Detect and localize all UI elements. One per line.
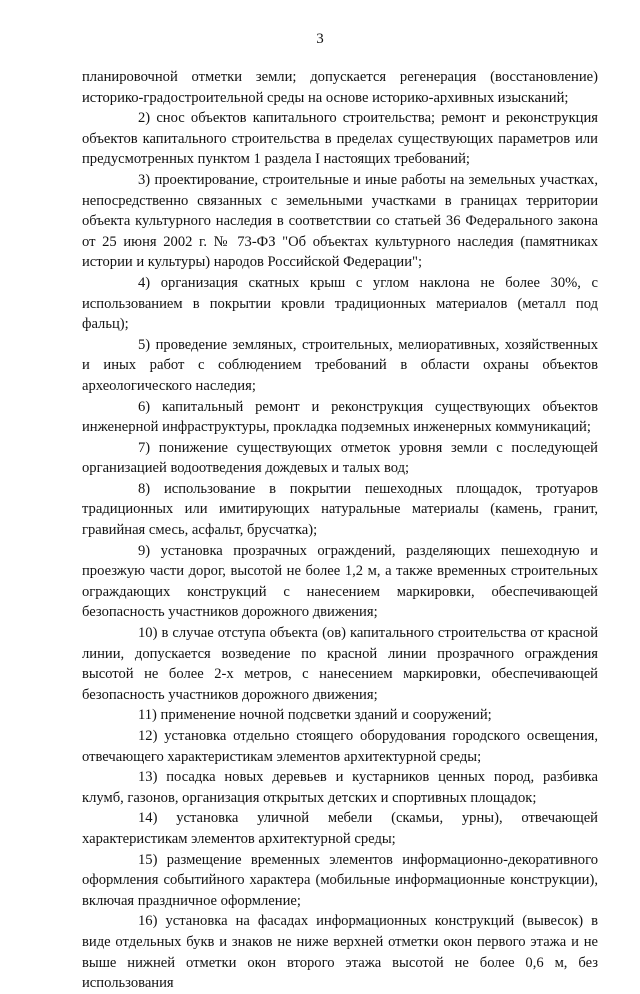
list-item-10: 10) в случае отступа объекта (ов) капитального строительства от красной линии, допускается возведение по красной линии прозрачного ограждения высотой не более 2-х метров, с нанесением маркировки, обеспечивающей безопасность участников дорожного движения;	[82, 625, 598, 703]
list-item-6: 6) капитальный ремонт и реконструкция существующих объектов инженерной инфраструктуры, прокладка подземных инженерных коммуникаций;	[82, 398, 598, 436]
list-item-9: 9) установка прозрачных ограждений, разделяющих пешеходную и проезжую части дорог, высотой не более 1,2 м, а также временных строительных ограждающих конструкций с нанесением маркировки, обеспечивающей безопасность участников дорожного движения;	[82, 542, 598, 621]
paragraph-continuation: планировочной отметки земли; допускается регенерация (восстановление) историко-градостроительной среды на основе историко-архивных изысканий;	[82, 69, 598, 106]
list-item-5: 5) проведение земляных, строительных, мелиоративных, хозяйственных и иных работ с соблюдением требований в области охраны объектов археологического наследия;	[82, 336, 598, 394]
list-item-13: 13) посадка новых деревьев и кустарников ценных пород, разбивка клумб, газонов, организация открытых детских и спортивных площадок;	[82, 769, 598, 806]
list-item-8: 8) использование в покрытии пешеходных площадок, тротуаров традиционных или имитирующих натуральные материалы (камень, гранит, гравийная смесь, асфальт, брусчатка);	[82, 480, 598, 539]
list-item-7: 7) понижение существующих отметок уровня земли с последующей организацией водоотведения дождевых и талых вод;	[82, 439, 598, 477]
list-item-12: 12) установка отдельно стоящего оборудования городского освещения, отвечающего характеристикам элементов архитектурной среды;	[82, 728, 598, 765]
list-item-2: 2) снос объектов капитального строительства; ремонт и реконструкция объектов капитального строительства в пределах существующих параметров или предусмотренных пунктом 1 раздела I настоящих требований;	[82, 110, 598, 168]
list-item-15: 15) размещение временных элементов информационно-декоративного оформления событийного характера (мобильные информационные конструкции), включая праздничное оформление;	[82, 851, 598, 909]
document-body	[82, 67, 598, 994]
list-item-4: 4) организация скатных крыш с углом наклона не более 30%, с использованием в покрытии кровли традиционных материалов (металл под фальц);	[82, 274, 598, 333]
list-item-14: 14) установка уличной мебели (скамьи, урны), отвечающей характеристикам элементов архитектурной среды;	[82, 810, 598, 847]
list-item-16: 16) установка на фасадах информационных конструкций (вывесок) в виде отдельных букв и знаков не ниже верхней отметки окон первого этажа и не выше нижней отметки окон второго этажа высотой не более 0,6 м, без использования	[82, 913, 598, 992]
list-item-3: 3) проектирование, строительные и иные работы на земельных участках, непосредственно связанных с земельными участками в границах территории объекта культурного наследия в соответствии со статьей 36 Федерального закона от 25 июня 2002 г. № 73-ФЗ "Об объектах культурного наследия (памятниках истории и культуры) народов Российской Федерации";	[82, 171, 598, 271]
page-number: 3	[316, 31, 324, 47]
list-item-11: 11) применение ночной подсветки зданий и сооружений;	[138, 707, 492, 724]
